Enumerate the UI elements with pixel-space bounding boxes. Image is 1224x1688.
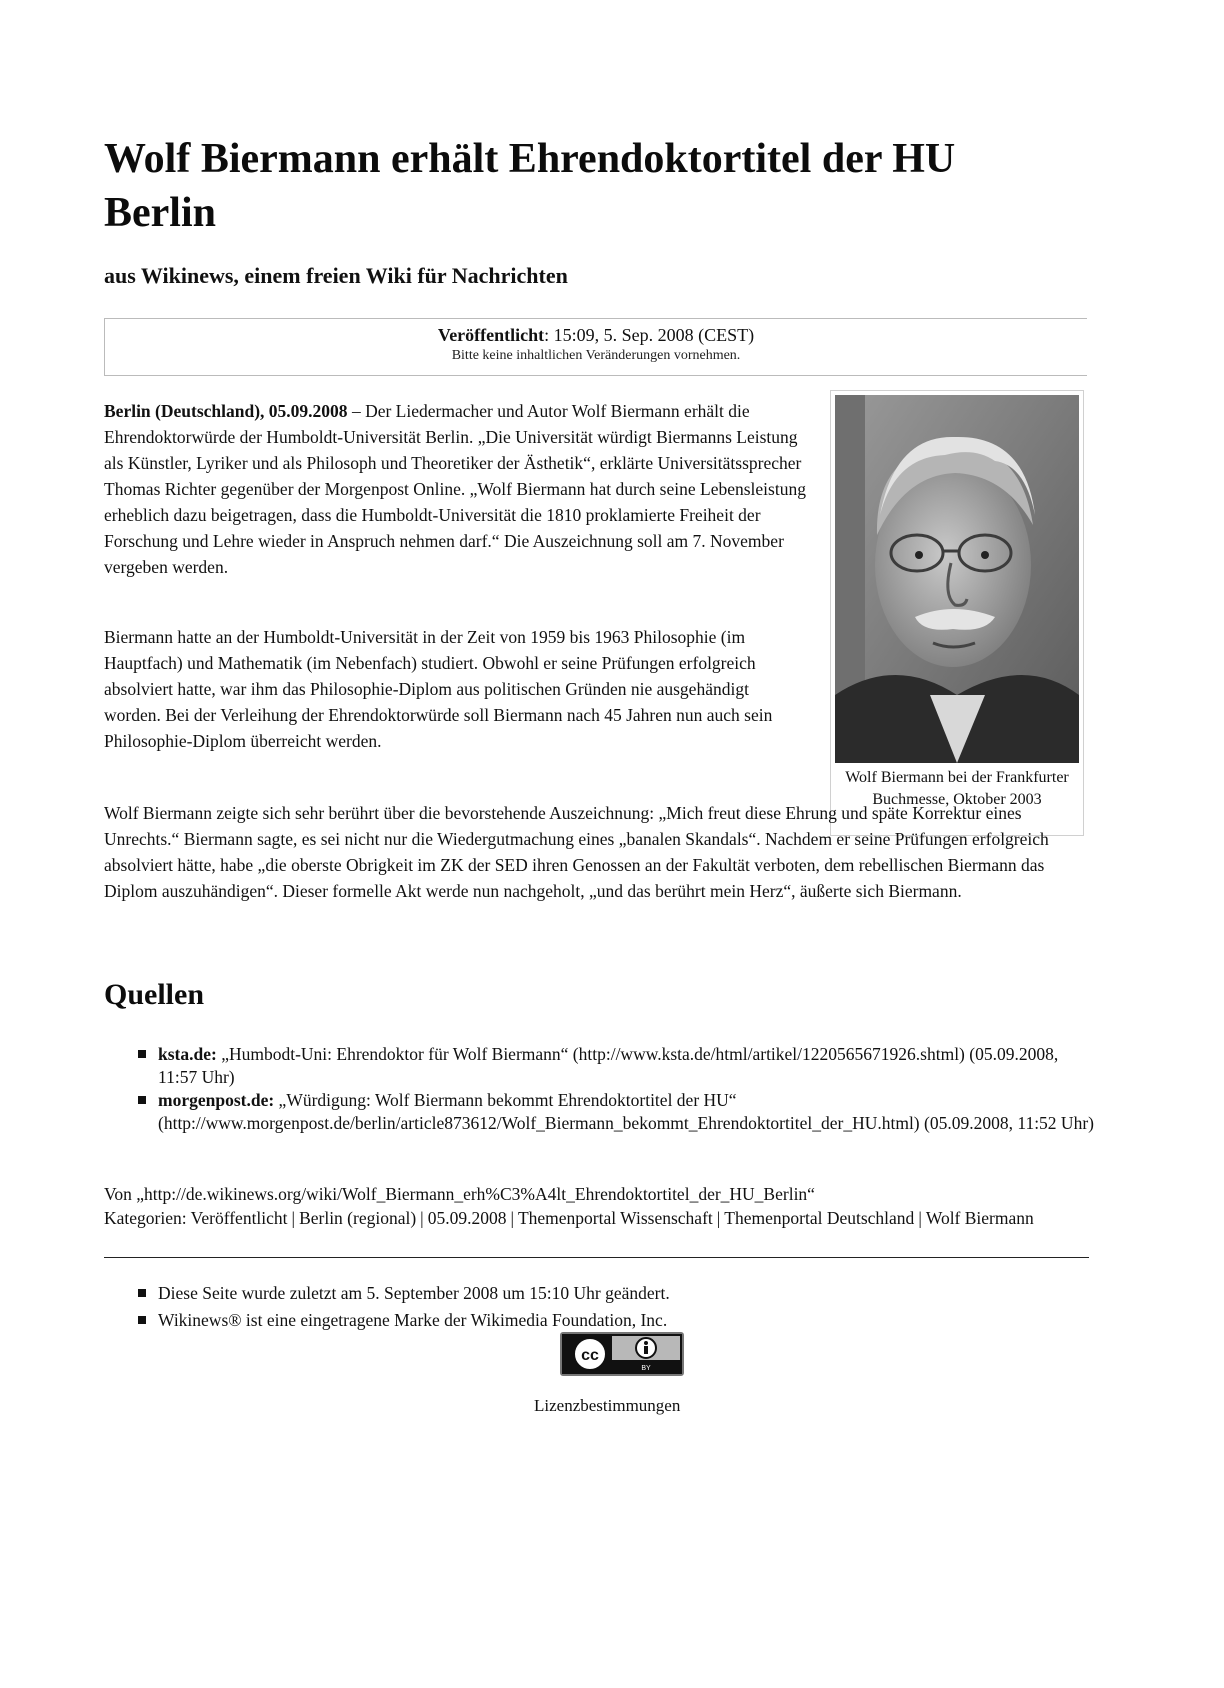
cc-by-badge-graphic [562,1334,682,1374]
paragraph-1-text: – Der Liedermacher und Autor Wolf Biermann erhält die Ehrendoktorwürde der Humboldt-Universität Berlin. „Die Universität würdigt Biermanns Leistung als Künstler, Lyriker und als Philosoph und Theoretiker der Ästhetik“, erklärte Universitätssprecher Thomas Richter gegenüber der Morgenpost Online. „Wolf Biermann hat durch seine Lebensleistung erheblich dazu beigetragen, dass die Humboldt-Universität die 1810 proklamierte Freiheit der Forschung und Lehre wieder in Anspruch nehmen darf.“ Die Auszeichnung soll am 7. November vergeben werden. [104,401,806,577]
categories-label: Kategorien: [104,1208,187,1228]
footer-divider [104,1257,1089,1258]
category-separator: | [716,1208,721,1228]
source-item[interactable] [134,1043,1094,1089]
by-text: BY [641,1365,651,1372]
category-separator: | [510,1208,514,1228]
bullet-icon [138,1096,146,1104]
source-text: „Würdigung: Wolf Biermann bekommt Ehrendoktortitel der HU“ (http://www.morgenpost.de/berlin/article873612/Wolf_Biermann_bekommt_Ehrendoktortitel_der_HU.html) (05.09.2008, 11:52 Uhr) [158,1090,1094,1133]
trademark-note: Wikinews® ist eine eingetragene Marke der Wikimedia Foundation, Inc. [158,1310,668,1330]
category-separator: | [918,1208,922,1228]
published-value: : 15:09, 5. Sep. 2008 (CEST) [544,325,755,345]
category-link[interactable]: Themenportal Deutschland [724,1208,915,1228]
category-link[interactable]: Veröffentlicht [190,1208,288,1228]
last-modified-note: Diese Seite wurde zuletzt am 5. September 2008 um 15:10 Uhr geändert. [158,1283,670,1303]
cc-by-license-icon[interactable] [560,1332,684,1376]
retrieved-from-url[interactable]: Von „http://de.wikinews.org/wiki/Wolf_Biermann_erh%C3%A4lt_Ehrendoktortitel_der_HU_Berlin“ [104,1184,815,1204]
image-caption: Wolf Biermann bei der Frankfurter Buchmesse, Oktober 2003 [845,769,1069,808]
category-link[interactable]: Themenportal Wissenschaft [517,1208,713,1228]
categories-line [104,1207,1089,1229]
category-separator: | [420,1208,424,1228]
bullet-icon [138,1316,146,1324]
category-link[interactable]: Wolf Biermann [925,1208,1034,1228]
published-notice-box [104,318,1087,376]
source-item[interactable] [134,1089,1094,1135]
cc-text: cc [581,1347,599,1364]
category-link[interactable]: Berlin (regional) [299,1208,417,1228]
sources-heading: Quellen [104,978,205,1011]
license-link[interactable]: Lizenzbestimmungen [534,1396,681,1415]
article-paragraph-2: Biermann hatte an der Humboldt-Universität in der Zeit von 1959 bis 1963 Philosophie (im Hauptfach) und Mathematik (im Nebenfach) studiert. Obwohl er seine Prüfungen erfolgreich absolviert hatte, war ihm das Philosophie-Diplom aus politischen Gründen nie ausgehändigt worden. Bei der Verleihung der Ehrendoktorwürde soll Biermann nach 45 Jahren nun auch sein Philosophie-Diplom überreicht werden. [104,627,773,751]
bullet-icon [138,1050,146,1058]
portrait-illustration [835,395,1079,763]
source-name[interactable]: morgenpost.de: [158,1090,275,1110]
category-separator: | [291,1208,296,1228]
article-subtitle: aus Wikinews, einem freien Wiki für Nachrichten [104,263,568,288]
source-name[interactable]: ksta.de: [158,1044,217,1064]
no-edit-notice: Bitte keine inhaltlichen Veränderungen vornehmen. [451,348,741,363]
sources-list [134,1043,1094,1135]
footer-note [134,1307,670,1334]
portrait-photo[interactable] [835,395,1079,763]
article-paragraph-1 [104,398,809,580]
dateline: Berlin (Deutschland), 05.09.2008 [104,401,348,421]
published-label: Veröffentlicht [437,325,545,345]
category-link[interactable]: 05.09.2008 [427,1208,507,1228]
source-text: „Humbodt-Uni: Ehrendoktor für Wolf Biermann“ (http://www.ksta.de/html/artikel/1220565671926.shtml) (05.09.2008, 11:57 Uhr) [158,1044,1059,1087]
image-thumbnail [830,390,1084,836]
footer-notes [134,1280,670,1334]
article-title: Wolf Biermann erhält Ehrendoktortitel der HU Berlin [104,136,956,236]
published-line [105,325,1087,346]
footer-note [134,1280,670,1307]
bullet-icon [138,1289,146,1297]
article-paragraph-3: Wolf Biermann zeigte sich sehr berührt über die bevorstehende Auszeichnung: „Mich freut diese Ehrung und späte Korrektur eines Unrechts.“ Biermann sagte, es sei nicht nur die Wiedergutmachung eines „banalen Skandals“. Nachdem er seine Prüfungen erfolgreich absolviert hätte, habe „die oberste Obrigkeit im ZK der SED ihren Genossen an der Fakultät verboten, dem rebellischen Biermann das Diplom auszuhändigen“. Dieser formelle Akt werde nun nachgeholt, „und das berührt mein Herz“, äußerte sich Biermann. [104,803,1049,901]
